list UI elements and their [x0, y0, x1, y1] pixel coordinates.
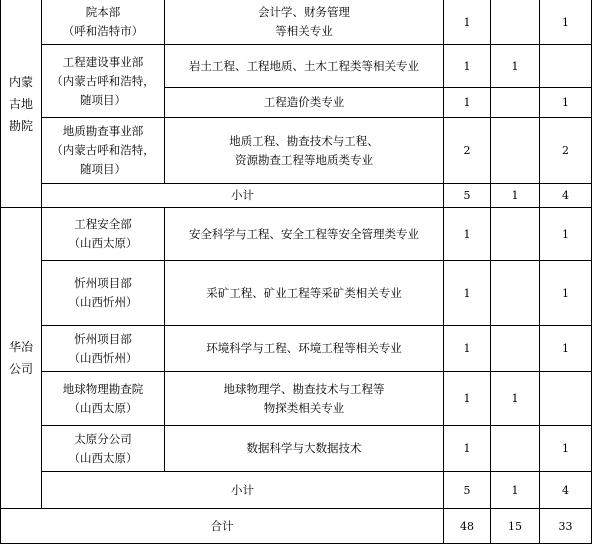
major-text: 安全科学与工程、安全工程等安全管理类专业 — [189, 226, 419, 241]
unit-text: 地质勘查事业部 （内蒙古呼和浩特， 随项目） — [51, 124, 155, 176]
company-name-text: 内蒙 古地 勘院 — [8, 74, 33, 133]
unit-text: 工程安全部 （山西太原） — [68, 217, 138, 250]
grand-total-col-b-value: 33 — [558, 519, 573, 533]
col-b-value: 1 — [562, 342, 569, 355]
col-b-cell — [540, 208, 591, 260]
subtotal-label — [42, 472, 443, 508]
total-cell — [444, 208, 490, 260]
total-value: 1 — [463, 15, 471, 29]
company-name — [1, 0, 41, 207]
col-a-cell — [491, 0, 539, 44]
col-b-value: 1 — [562, 15, 569, 29]
total-cell — [444, 88, 490, 117]
col-b-cell — [540, 88, 591, 117]
subtotal-label — [42, 184, 443, 207]
col-b-cell — [540, 261, 591, 325]
major-text: 会计学、财务管理 等相关专业 — [258, 5, 350, 38]
col-a-cell — [491, 326, 539, 371]
major-cell — [165, 326, 443, 371]
subtotal-col-b — [540, 184, 591, 207]
subtotal-col-a — [491, 472, 539, 508]
total-value: 1 — [463, 342, 471, 355]
col-a-cell — [491, 372, 539, 425]
unit-cell — [42, 118, 164, 183]
grand-total-col-b — [540, 509, 591, 543]
major-cell — [165, 426, 443, 471]
total-value: 1 — [463, 286, 471, 300]
major-text: 环境科学与工程、环境工程等相关专业 — [206, 341, 402, 355]
total-value: 1 — [463, 96, 471, 109]
subtotal-total-value: 5 — [463, 189, 471, 202]
subtotal-col-a-value: 1 — [511, 189, 519, 202]
total-value: 1 — [463, 227, 471, 241]
col-a-value: 1 — [511, 392, 519, 405]
unit-cell — [42, 261, 164, 325]
major-text: 岩土工程、工程地质、土木工程类等相关专业 — [189, 58, 419, 73]
subtotal-total-value: 5 — [463, 483, 471, 497]
col-b-value: 1 — [562, 227, 569, 241]
grand-total-label — [1, 509, 443, 543]
company-name — [1, 208, 41, 508]
grand-total-col-a — [491, 509, 539, 543]
total-value: 1 — [463, 59, 471, 73]
col-b-cell — [540, 326, 591, 371]
subtotal-col-a-value: 1 — [511, 483, 519, 497]
unit-text: 太原分公司 （山西太原） — [68, 431, 138, 465]
col-a-cell — [491, 118, 539, 183]
total-cell — [444, 118, 490, 183]
col-b-value: 1 — [562, 286, 569, 300]
unit-text: 工程建设事业部 （内蒙古呼和浩特， 随项目） — [51, 54, 155, 107]
subtotal-label-text: 小计 — [231, 188, 254, 202]
subtotal-total — [444, 472, 490, 508]
subtotal-col-b — [540, 472, 591, 508]
col-b-cell — [540, 0, 591, 44]
major-cell — [165, 45, 443, 87]
col-b-value: 1 — [562, 96, 569, 109]
total-cell — [444, 326, 490, 371]
col-a-cell — [491, 261, 539, 325]
major-text: 地球物理学、勘查技术与工程等 物探类相关专业 — [223, 381, 385, 415]
unit-text: 忻州项目部 （山西忻州） — [68, 331, 138, 365]
unit-cell — [42, 0, 164, 44]
col-b-value: 2 — [562, 144, 569, 157]
major-cell — [165, 261, 443, 325]
col-b-value: 1 — [562, 442, 569, 455]
unit-cell — [42, 426, 164, 471]
major-text: 地质工程、勘查技术与工程、 资源勘查工程等地质类专业 — [229, 133, 379, 167]
total-cell — [444, 0, 490, 44]
major-cell — [165, 0, 443, 44]
subtotal-col-b-value: 4 — [562, 189, 569, 202]
major-cell — [165, 208, 443, 260]
subtotal-col-b-value: 4 — [562, 483, 569, 497]
unit-cell — [42, 372, 164, 425]
unit-text: 院本部 （呼和浩特市） — [62, 5, 144, 38]
col-a-cell — [491, 88, 539, 117]
subtotal-col-a — [491, 184, 539, 207]
major-text: 工程造价类专业 — [263, 95, 345, 109]
total-cell — [444, 261, 490, 325]
total-cell — [444, 372, 490, 425]
company-name-text: 华冶 公司 — [8, 340, 33, 376]
grand-total-total-value: 48 — [460, 519, 474, 533]
total-value: 1 — [463, 442, 471, 455]
col-b-cell — [540, 118, 591, 183]
unit-cell — [42, 326, 164, 371]
total-value: 1 — [463, 392, 471, 405]
unit-cell — [42, 45, 164, 117]
subtotal-label-text: 小计 — [231, 482, 254, 497]
col-a-cell — [491, 426, 539, 471]
col-a-cell — [491, 208, 539, 260]
unit-text: 忻州项目部 （山西忻州） — [68, 276, 138, 309]
major-cell — [165, 372, 443, 425]
unit-text: 地球物理勘查院 （山西太原） — [62, 381, 144, 415]
unit-cell — [42, 208, 164, 260]
grand-total-total — [444, 509, 490, 543]
col-a-cell — [491, 45, 539, 87]
subtotal-total — [444, 184, 490, 207]
total-cell — [444, 45, 490, 87]
major-cell — [165, 118, 443, 183]
col-b-cell — [540, 45, 591, 87]
col-b-cell — [540, 426, 591, 471]
major-cell — [165, 88, 443, 117]
col-b-cell — [540, 372, 591, 425]
total-value: 2 — [463, 144, 471, 157]
major-text: 采矿工程、矿业工程等采矿类相关专业 — [206, 285, 402, 300]
grand-total-label-text: 合计 — [210, 518, 234, 533]
major-text: 数据科学与大数据技术 — [246, 441, 362, 455]
col-a-value: 1 — [511, 59, 519, 73]
grand-total-col-a-value: 15 — [508, 519, 522, 533]
total-cell — [444, 426, 490, 471]
